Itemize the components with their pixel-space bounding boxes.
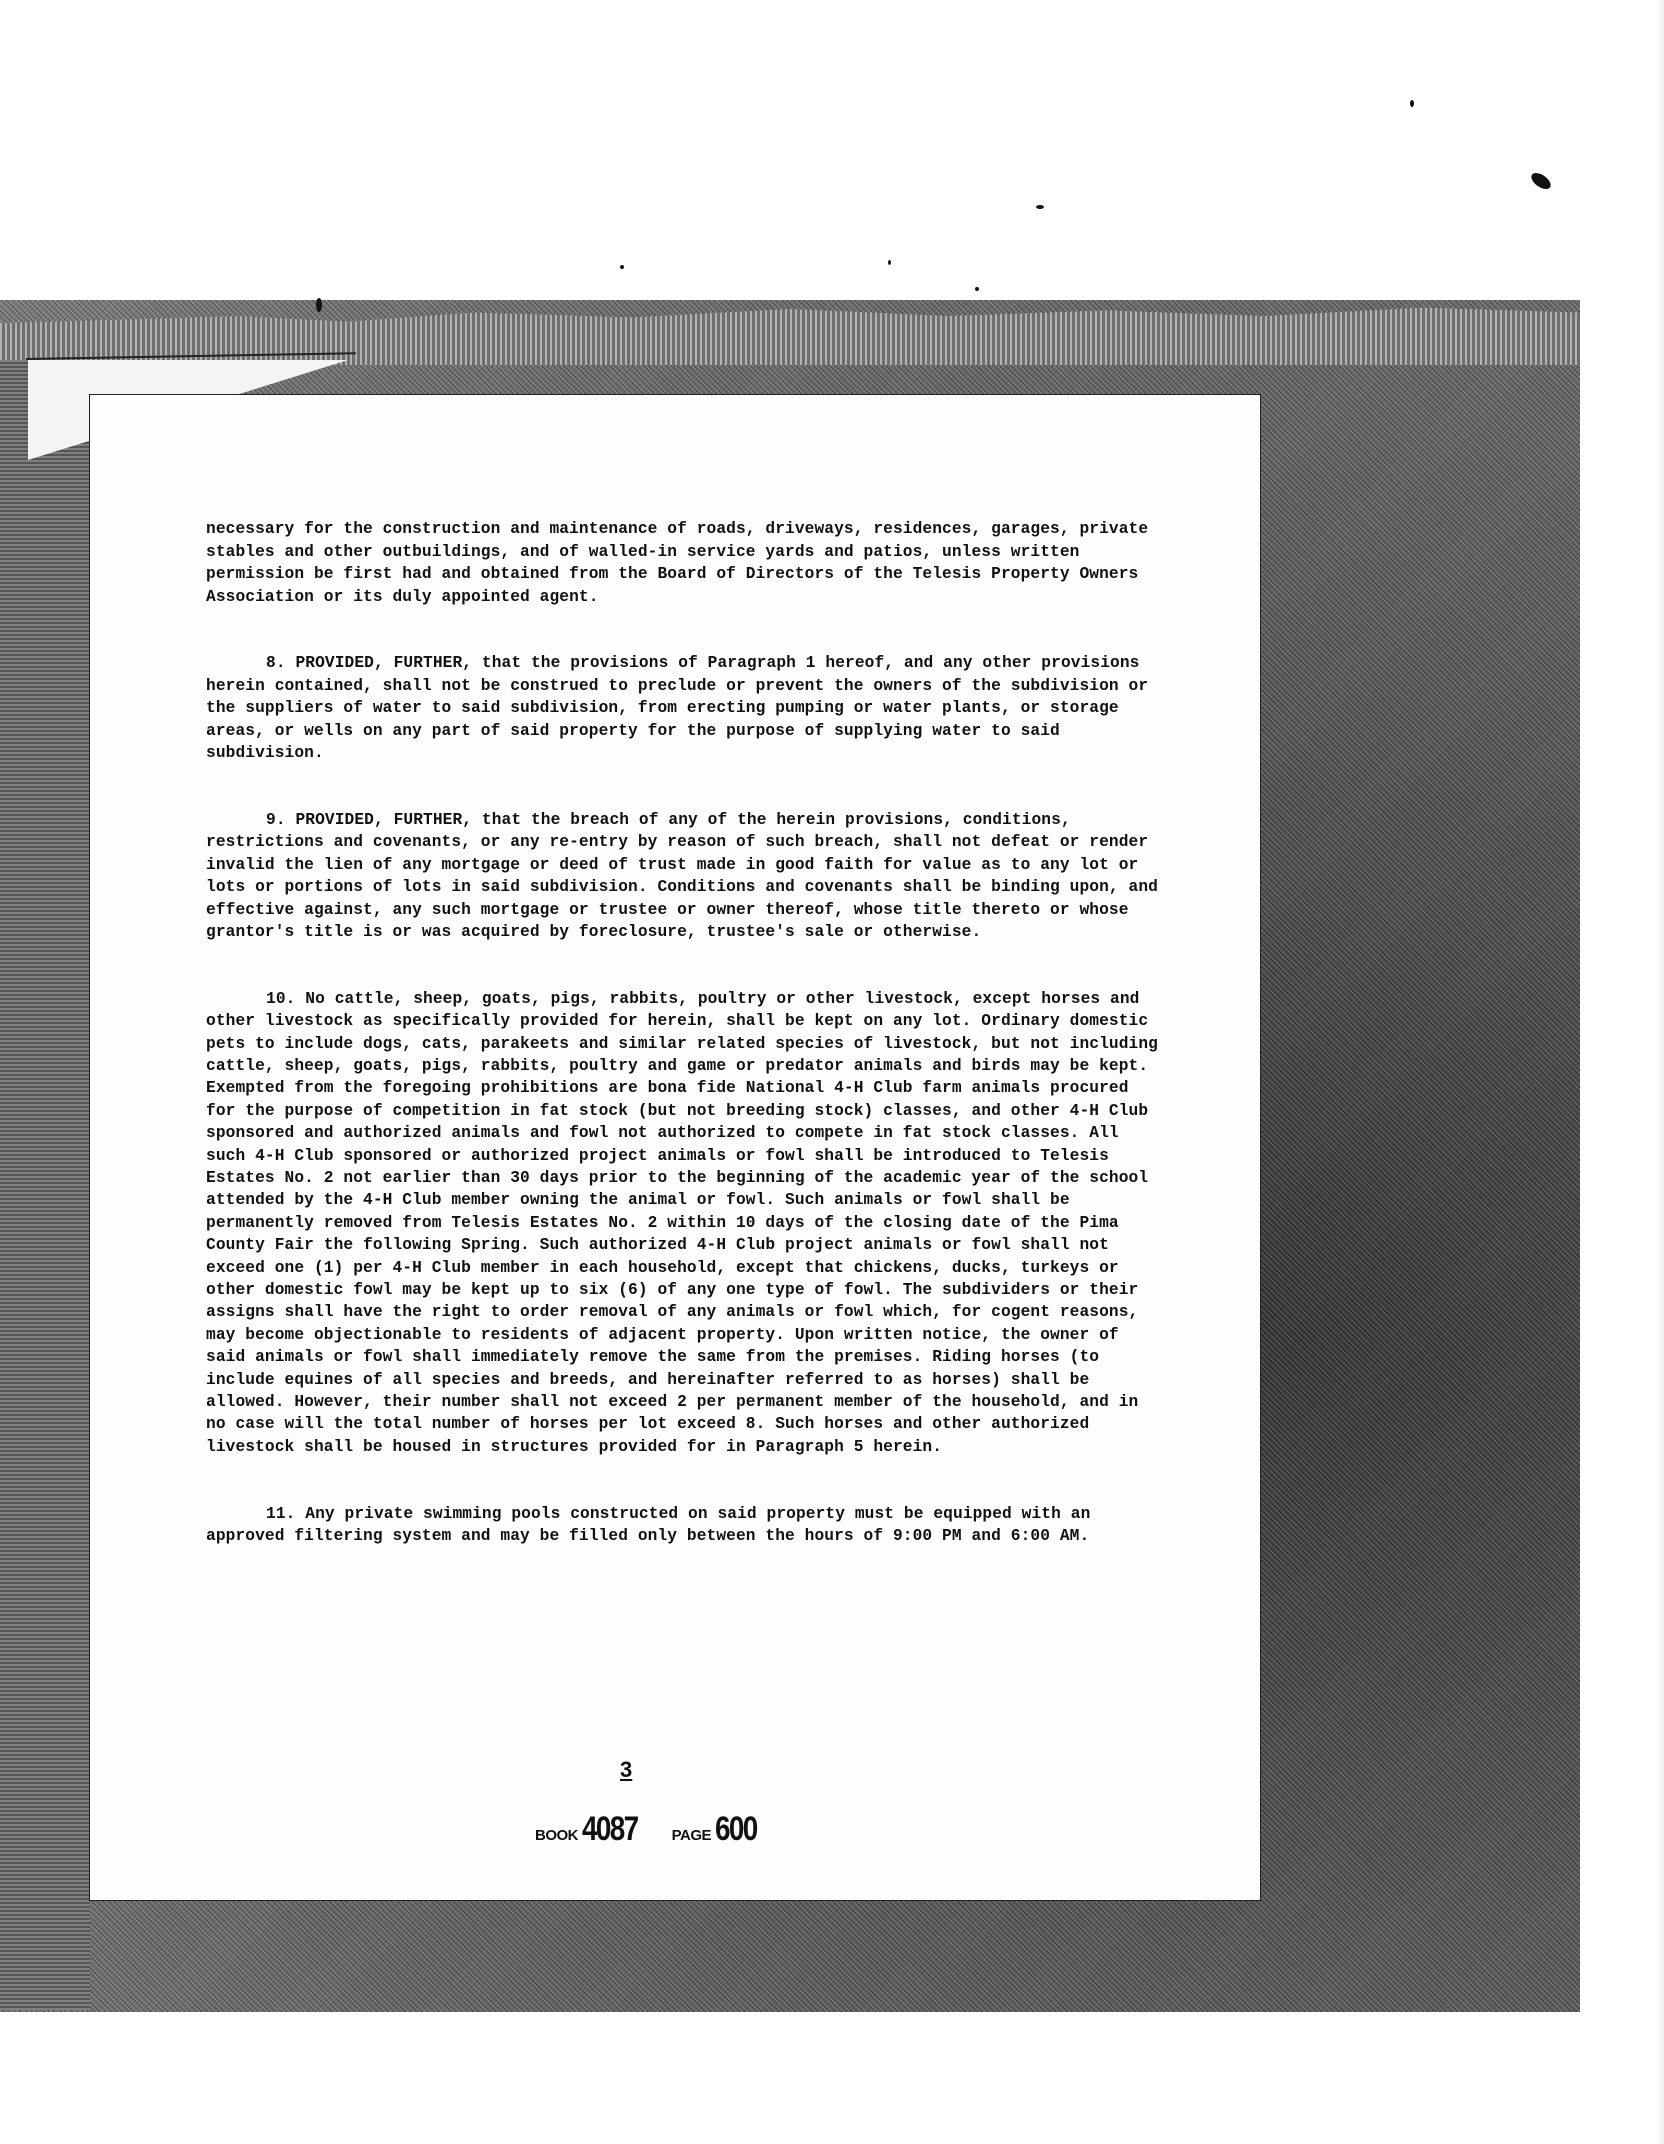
scan-speck [1410,100,1414,107]
book-label: BOOK [535,1827,578,1844]
scan-speck [975,287,979,291]
paragraph-10: 10. No cattle, sheep, goats, pigs, rabbits, poultry or other livestock, except horses and other livestock as specifically provided for herein, shall be kept on any lot. Ordinary domestic pets to include dogs, cats, parakeets and similar related species of livestock, but not including cattle, sheep, goats, pigs, rabbits, poultry and game or predator animals and birds may be kept. Exempted from the foregoing prohibitions are bona fide National 4-H Club farm animals procured for the purpose of competition in fat stock (but not breeding stock) classes, and other 4-H Club sponsored and authorized animals and fowl not authorized to compete in fat stock classes. All such 4-H Club sponsored or authorized project animals or fowl shall be introduced to Telesis Estates No. 2 not earlier than 30 days prior to the beginning of the academic year of the school attended by the 4-H Club member owning the animal or fowl. Such animals or fowl shall be permanently removed from Telesis Estates No. 2 within 10 days of the closing date of the Pima County Fair the following Spring. Such authorized 4-H Club project animals or fowl shall not exceed one (1) per 4-H Club member in each household, except that chickens, ducks, turkeys or other domestic fowl may be kept up to six (6) of any one type of fowl. The subdividers or their assigns shall have the right to order removal of any animals or fowl which, for cogent reasons, may become objectionable to residents of adjacent property. Upon written notice, the owner of said animals or fowl shall immediately remove the same from the premises. Riding horses (to include equines of all species and breeds, and hereinafter referred to as horses) shall be allowed. However, their number shall not exceed 2 per permanent member of the household, and in no case will the total number of horses per lot exceed 8. Such horses and other authorized livestock shall be housed in structures provided for in Paragraph 5 herein. [206,989,1158,1456]
paragraph-8: 8. PROVIDED, FURTHER, that the provisions of Paragraph 1 hereof, and any other provisions herein contained, shall not be construed to preclude or prevent the owners of the subdivision or the suppliers of water to said subdivision, from erecting pumping or water plants, or storage areas, or wells on any part of said property for the purpose of supplying water to said subdivision. [206,654,1149,763]
scan-speck [1036,205,1044,209]
document-body [206,496,1166,1592]
recording-stamp [535,1810,766,1849]
paragraph-continued: necessary for the construction and maintenance of roads, driveways, residences, garages, private stables and other outbuildings, and of walled-in service yards and patios, unless written permission be first had and obtained from the Board of Directors of the Telesis Property Owners Association or its duly appointed agent. [206,520,1149,606]
scan-speck [620,265,624,269]
scan-speck [316,298,322,312]
scan-speck [1529,170,1554,192]
book-number: 4087 [582,1810,638,1848]
scan-right-margin [1634,0,1664,2144]
scan-speck [888,260,891,265]
page-ref: 600 [715,1810,757,1848]
page-label: PAGE [671,1827,712,1844]
paragraph-11: 11. Any private swimming pools constructed on said property must be equipped with an approved filtering system and may be filled only between the hours of 9:00 PM and 6:00 AM. [206,1504,1091,1546]
scan-left-edge [0,360,90,2010]
paragraph-9: 9. PROVIDED, FURTHER, that the breach of any of the herein provisions, conditions, restrictions and covenants, or any re-entry by reason of such breach, shall not defeat or render invalid the lien of any mortgage or deed of trust made in good faith for value as to any lot or lots or portions of lots in said subdivision. Conditions and covenants shall be binding upon, and effective against, any such mortgage or trustee or owner thereof, whose title thereto or whose grantor's title is or was acquired by foreclosure, trustee's sale or otherwise. [206,810,1158,941]
page-number: 3 [620,1757,633,1782]
